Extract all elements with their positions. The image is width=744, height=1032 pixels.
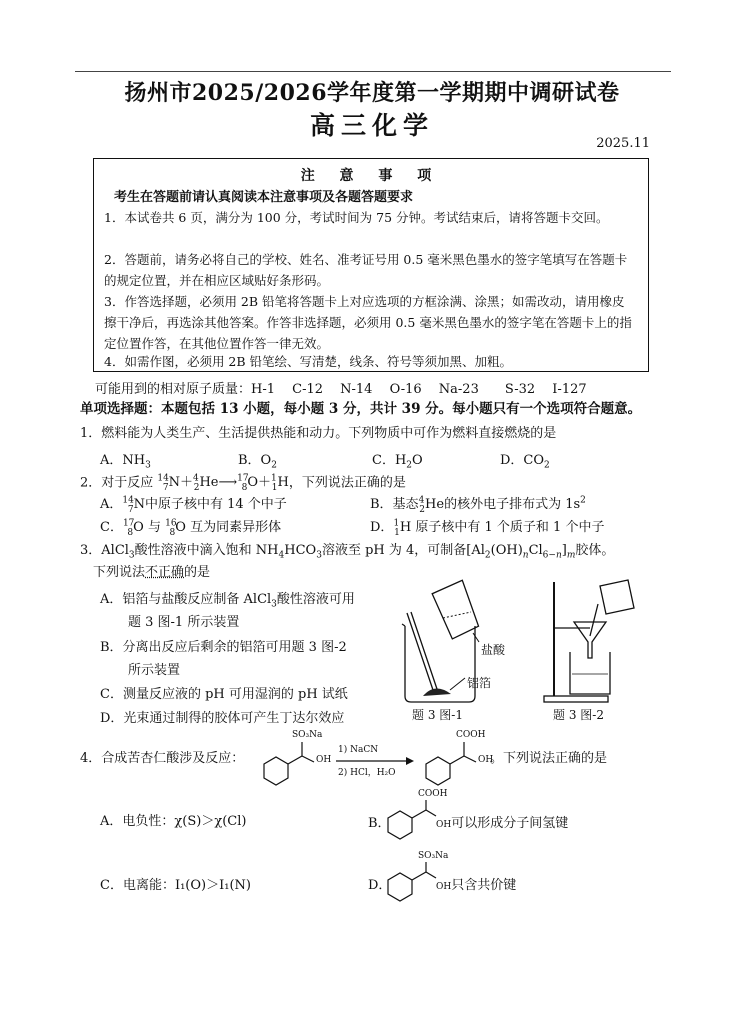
q3-stem-2: 下列说法不正确的是 (93, 565, 211, 580)
notice-item: 3．作答选择题，必须用 2B 铅笔将答题卡上对应选项的方框涂满、涂黑；如需改动，请用橡皮擦干净后，再选涂其他答案。作答非选择题，必须用 0.5 毫米黑色墨水的签字笔在答题卡上的指定位置作答，在其他位置作答一律无效。 (104, 294, 632, 351)
reactant-oh-label: OH (316, 755, 332, 765)
section-header: 单项选择题：本题包括 13 小题，每小题 3 分，共计 39 分。每小题只有一个选项符合题意。 (80, 401, 642, 417)
product-oh-label: OH (478, 755, 494, 765)
notice-item: 4．如需作图，必须用 2B 铅笔绘、写清楚，线条、符号等须加黑、加粗。 (104, 354, 513, 369)
option-b-cooh-label: COOH (418, 789, 448, 799)
q3-option-b: B．分离出反应后剩余的铝箔可用题 3 图-2 (100, 640, 347, 655)
subject-title: 高三化学 (309, 111, 434, 140)
q3-option-a-cont: 题 3 图-1 所示装置 (128, 615, 240, 630)
q4-option-a: A．电负性：χ(S)＞χ(Cl) (100, 814, 247, 829)
reactant-so3na-label: SO₃Na (292, 730, 323, 740)
notice-subtitle: 考生在答题前请认真阅读本注意事项及各题答题要求 (114, 190, 414, 205)
figure-3-2-filtration (540, 578, 650, 708)
q4-option-b: OH可以形成分子间氢键 (436, 816, 569, 831)
q3-option-b-cont: 所示装置 (128, 663, 181, 678)
q4-option-d: OH只含共价键 (436, 878, 517, 893)
q4-option-c: C．电离能：I₁(O)＞I₁(N) (100, 878, 251, 893)
notice-box (93, 158, 649, 372)
exam-title: 扬州市2025/2026学年度第一学期期中调研试卷 (124, 80, 620, 106)
nuclear-equation: $^{14}_7$N＋$^4_2$He⟶$^{17}_8$O＋$^1_1$H (157, 474, 289, 493)
exam-date: 2025.11 (596, 136, 650, 151)
q1-option-c: C．$H_2O$ (372, 453, 423, 471)
reagent-step-2: 2) HCl，H₂O (338, 768, 396, 778)
q2-stem: 2．对于反应 $^{14}_7$N＋$^4_2$He⟶$^{17}_8$O＋$^1_1$H，下列说法正确的是 (80, 474, 406, 493)
q1-option-d: D．$CO_2$ (500, 453, 550, 471)
q4-stem: 4．合成苦杏仁酸涉及反应： (80, 751, 245, 766)
q4-option-b-label: B． (368, 816, 391, 831)
label-hydrochloric-acid: 盐酸 (481, 643, 506, 657)
label-aluminum-foil: 铝箔 (467, 676, 492, 690)
q2-option-a: A．$^{14}_7$N中原子核中有 14 个中子 (100, 495, 287, 515)
q3-option-a: A．铝箔与盐酸反应制备 AlCl$_3$酸性溶液可用 (100, 592, 355, 610)
q4-stem-end: 。下列说法正确的是 (490, 751, 608, 766)
atomic-masses: 可能用到的相对原子质量：H-1 C-12 N-14 O-16 Na-23 S-32 I-127 (95, 382, 587, 397)
q1-option-b: B．$O_2$ (238, 453, 277, 471)
product-cooh-label: COOH (456, 730, 486, 740)
reagent-step-1: 1) NaCN (338, 745, 379, 755)
notice-item: 1．本试卷共 6 页，满分为 100 分，考试时间为 75 分钟。考试结束后，请将答题卡交回。 (104, 210, 609, 225)
option-d-so3na-label: SO₃Na (418, 851, 449, 861)
q2-option-b: B．基态$^4_2$He的核外电子排布式为 $1s^2$ (370, 495, 586, 515)
top-rule (75, 71, 671, 72)
q2-option-c: C．$^{17}_8$O 与 $^{16}_8$O 互为同素异形体 (100, 518, 282, 538)
notice-item: 2．答题前，请务必将自己的学校、姓名、准考证号用 0.5 毫米黑色墨水的签字笔填写在答题卡的规定位置，并在相应区域贴好条形码。 (104, 252, 628, 288)
q3-stem: 3．AlCl$_3$酸性溶液中滴入饱和 $NH_4HCO_3$溶液至 pH 为 4，可制备$[Al_2(OH)_nCl_{6-n}]_m$胶体。 (80, 543, 615, 561)
q3-option-d: D．光束通过制得的胶体可产生丁达尔效应 (100, 711, 345, 726)
notice-title: 注 意 事 项 (300, 168, 442, 184)
figure-3-1-label: 题 3 图-1 (412, 708, 463, 722)
q1-stem: 1．燃料能为人类生产、生活提供热能和动力。下列物质中可作为燃料直接燃烧的是 (80, 426, 557, 441)
q2-option-d: D．$^1_1$H 原子核中有 1 个质子和 1 个中子 (370, 518, 605, 538)
q1-option-a: A．$NH_3$ (100, 453, 151, 471)
figure-3-2-label: 题 3 图-2 (553, 708, 604, 722)
reaction-arrow (334, 756, 414, 766)
q4-option-d-label: D． (368, 878, 392, 893)
q3-option-c: C．测量反应液的 pH 可用湿润的 pH 试纸 (100, 687, 348, 702)
